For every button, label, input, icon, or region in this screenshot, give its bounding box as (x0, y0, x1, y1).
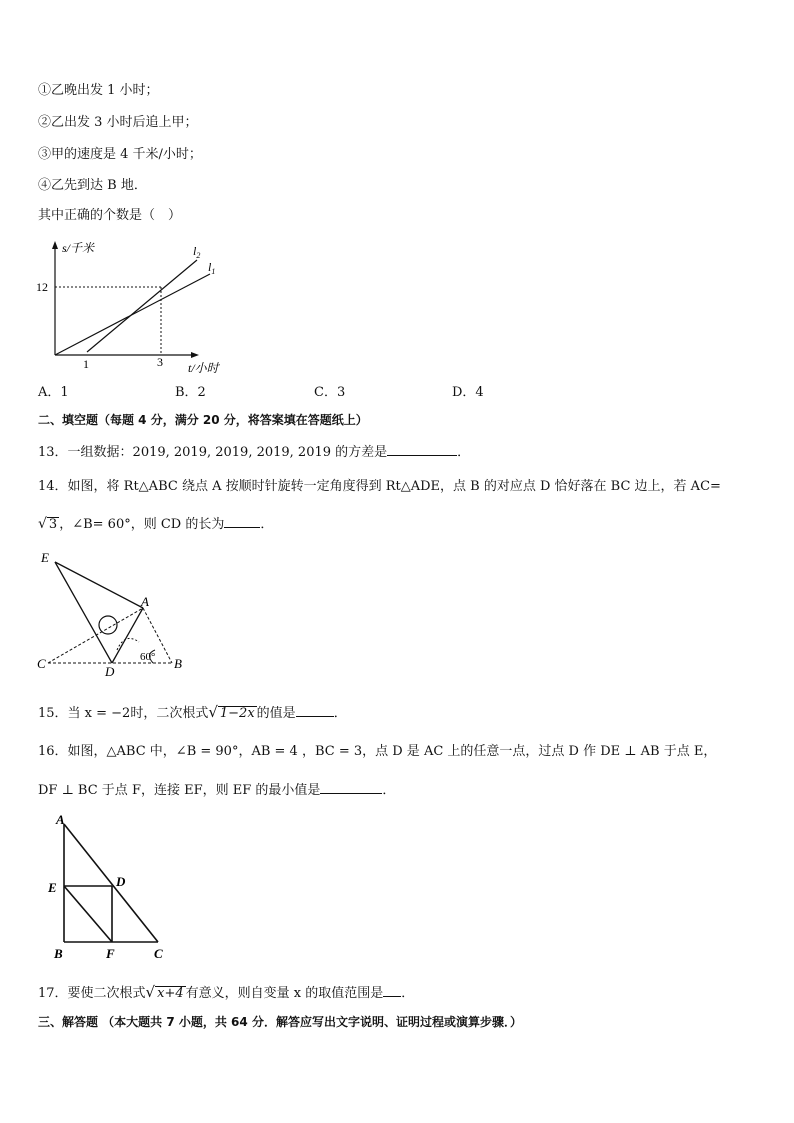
y-tick-12: 12 (36, 280, 48, 294)
q14-sqrt-value: 3 (48, 517, 58, 532)
label-B: B (54, 946, 63, 961)
x-tick-3: 3 (157, 355, 163, 369)
q13-answer-blank (387, 442, 457, 456)
q17-answer-blank (383, 983, 401, 997)
option-d: D．4 (452, 385, 484, 400)
question-16-line1: 16．如图，△ABC 中，∠B = 90°，AB = 4 ，BC = 3，点 D 是 AC 上的任意一点，过点 D 作 DE ⊥ AB 于点 E， (38, 744, 717, 759)
right-triangle-figure (44, 812, 194, 962)
option-a: A．1 (38, 385, 69, 400)
statement-4: ④乙先到达 B 地． (38, 178, 147, 193)
q16-end: ． (382, 783, 396, 798)
line-l1-label: $l_1$ (208, 260, 216, 276)
question-13 (38, 442, 470, 462)
statement-1: ①乙晚出发 1 小时； (38, 83, 159, 98)
question-14-line2: √ 3 ，∠B= 60°，则 CD 的长为 ． (38, 516, 274, 532)
label-C: C (37, 656, 46, 671)
question-prompt: 其中正确的个数是（ ） (38, 208, 182, 223)
rotation-triangle-figure (35, 550, 205, 680)
q13-end: ． (457, 445, 471, 460)
label-B: B (174, 656, 182, 671)
q15-text-b: 的值是 (256, 706, 296, 721)
q16-text: DF ⊥ BC 于点 F，连接 EF，则 EF 的最小值是 (38, 783, 321, 798)
question-16-line2 (38, 780, 395, 800)
option-c: C．3 (314, 385, 346, 400)
distance-time-graph (30, 240, 250, 380)
statement-3: ③甲的速度是 4 千米/小时； (38, 147, 202, 162)
label-A: A (141, 594, 149, 609)
label-C: C (154, 946, 163, 961)
statement-2: ②乙出发 3 小时后追上甲； (38, 115, 198, 130)
section2-heading: 二、填空题（每题 4 分，满分 20 分，将答案填在答题纸上） (38, 413, 368, 427)
y-axis-label: s/千米 (62, 241, 95, 255)
q17-radicand: x+4 (157, 986, 184, 1001)
q14-text: ，∠B= 60°，则 CD 的长为 (59, 517, 225, 532)
label-E: E (41, 550, 49, 565)
question-15: 15．当 x = −2时，二次根式√ 1−2x 的值是 ． (38, 703, 347, 721)
q15-end: ． (333, 706, 347, 721)
label-A: A (56, 812, 65, 827)
q15-answer-blank (296, 703, 334, 717)
label-D: D (105, 664, 115, 679)
section3-heading: 三、解答题 （本大题共 7 小题，共 64 分．解答应写出文字说明、证明过程或演算步骤．） (38, 1015, 522, 1029)
q16-answer-blank (320, 780, 382, 794)
question-17: 17．要使二次根式√ x+4 有意义，则自变量 x 的取值范围是 ． (38, 983, 415, 1001)
q17-text-a: 17．要使二次根式 (38, 986, 146, 1001)
label-F: F (106, 946, 115, 961)
question-14-line1: 14．如图，将 Rt△ABC 绕点 A 按顺时针旋转一定角度得到 Rt△ADE，点 B 的对应点 D 恰好落在 BC 边上，若 AC= (38, 479, 721, 494)
q14-end: ． (260, 517, 274, 532)
line-l2-label: $l_2$ (193, 244, 201, 260)
label-D: D (116, 874, 126, 889)
q15-radicand: 1−2x (219, 706, 255, 721)
x-tick-1: 1 (83, 357, 89, 371)
q17-text-b: 有意义，则自变量 x 的取值范围是 (185, 986, 384, 1001)
label-E: E (48, 880, 57, 895)
option-b: B．2 (175, 385, 206, 400)
q15-text-a: 15．当 x = −2时，二次根式 (38, 706, 209, 721)
angle-60-label: 60° (140, 651, 156, 663)
q13-text: 13．一组数据：2019, 2019, 2019, 2019, 2019 的方差是 (38, 445, 388, 460)
q14-answer-blank (224, 514, 260, 528)
q17-end: ． (401, 986, 415, 1001)
x-axis-label: t/小时 (188, 361, 219, 375)
